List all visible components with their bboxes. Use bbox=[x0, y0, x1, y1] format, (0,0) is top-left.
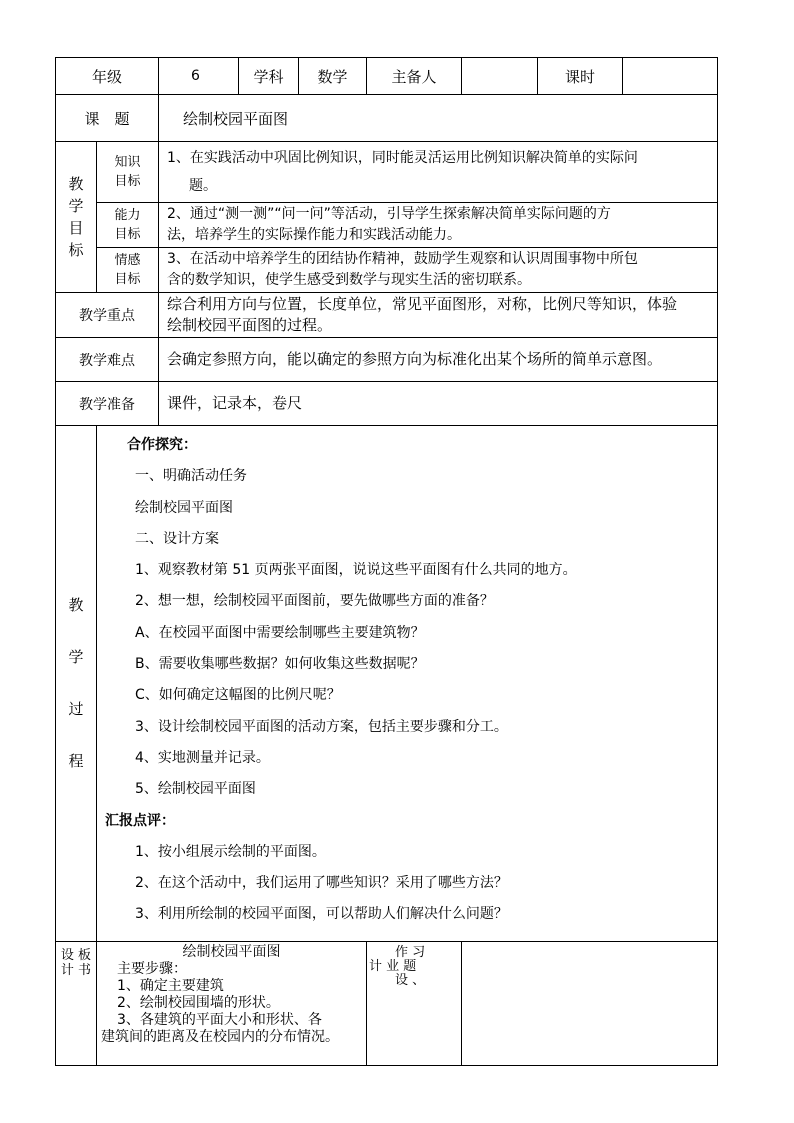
objective-text-knowledge: 1、在实践活动中巩固比例知识，同时能灵活运用比例知识解决简单的实际问 题。 bbox=[159, 142, 718, 203]
objective-label-knowledge: 知识 目标 bbox=[97, 142, 159, 203]
board-title: 绘制校园平面图 bbox=[182, 943, 281, 960]
objective-text-ability: 2、通过“测一测”“问一问”等活动，引导学生探索解决简单实际问题的方 法，培养学生的实际操作能力和实践活动能力。 bbox=[159, 203, 718, 248]
process-line: 1、观察教材第 51 页两张平面图，说说这些平面图有什么共同的地方。 bbox=[135, 562, 577, 579]
board-step: 建筑间的距离及在校园内的分布情况。 bbox=[101, 1028, 339, 1045]
grade-label: 年级 bbox=[56, 58, 159, 95]
board-steps-label: 主要步骤： bbox=[117, 960, 187, 977]
key-points-row bbox=[56, 293, 718, 338]
homework-value bbox=[462, 941, 718, 1065]
board-content bbox=[97, 941, 367, 1065]
lesson-plan-table bbox=[55, 57, 718, 1066]
key-points-label: 教学重点 bbox=[56, 293, 159, 338]
subject-label: 学科 bbox=[239, 58, 299, 95]
board-step: 2、绘制校园围墙的形状。 bbox=[117, 994, 280, 1011]
key-points-text: 综合利用方向与位置，长度单位，常见平面图形，对称，比例尺等知识，体验 绘制校园平面图的过程。 bbox=[159, 293, 718, 338]
topic-value: 绘制校园平面图 bbox=[159, 95, 718, 142]
process-line: 5、绘制校园平面图 bbox=[135, 781, 256, 798]
grade-value: 6 bbox=[159, 58, 239, 95]
homework-label: 作 习 计 业 题 设 、 bbox=[367, 941, 462, 1065]
preparation-row bbox=[56, 382, 718, 426]
subject-value: 数学 bbox=[299, 58, 367, 95]
process-label: 教 学 过 程 bbox=[56, 426, 97, 942]
topic-row bbox=[56, 95, 718, 142]
preparation-label: 教学准备 bbox=[56, 382, 159, 426]
process-line: 2、在这个活动中，我们运用了哪些知识？采用了哪些方法？ bbox=[135, 875, 508, 892]
board-row bbox=[56, 941, 718, 1065]
preparer-value bbox=[462, 58, 538, 95]
process-heading-report: 汇报点评： bbox=[105, 812, 175, 829]
period-value bbox=[623, 58, 718, 95]
objective-row-ability bbox=[56, 203, 718, 248]
difficulties-row bbox=[56, 338, 718, 382]
board-step: 1、确定主要建筑 bbox=[117, 977, 224, 994]
period-label: 课时 bbox=[538, 58, 623, 95]
objective-row-emotion bbox=[56, 248, 718, 293]
board-label: 设 板 计 书 bbox=[56, 941, 97, 1065]
objective-text-emotion: 3、在活动中培养学生的团结协作精神，鼓励学生观察和认识周围事物中所包 含的数学知识，使学生感受到数学与现实生活的密切联系。 bbox=[159, 248, 718, 293]
header-row bbox=[56, 58, 718, 95]
process-line: 二、设计方案 bbox=[135, 530, 219, 547]
process-line: 4、实地测量并记录。 bbox=[135, 749, 270, 766]
objective-label-emotion: 情感 目标 bbox=[97, 248, 159, 293]
process-heading-explore: 合作探究： bbox=[127, 437, 197, 453]
process-line: A、在校园平面图中需要绘制哪些主要建筑物？ bbox=[135, 624, 425, 641]
process-line: 1、按小组展示绘制的平面图。 bbox=[135, 843, 326, 860]
process-line: 绘制校园平面图 bbox=[135, 499, 233, 516]
process-line: 2、想一想，绘制校园平面图前，要先做哪些方面的准备？ bbox=[135, 593, 494, 610]
process-line: B、需要收集哪些数据？如何收集这些数据呢？ bbox=[135, 656, 425, 673]
process-content bbox=[97, 426, 718, 942]
difficulties-label: 教学难点 bbox=[56, 338, 159, 382]
process-row bbox=[56, 426, 718, 942]
process-line: 3、利用所绘制的校园平面图，可以帮助人们解决什么问题？ bbox=[135, 906, 508, 923]
process-line: 3、设计绘制校园平面图的活动方案，包括主要步骤和分工。 bbox=[135, 718, 508, 735]
board-step: 3、各建筑的平面大小和形状、各 bbox=[117, 1011, 322, 1028]
objectives-label: 教 学 目 标 bbox=[56, 142, 97, 293]
process-line: C、如何确定这幅图的比例尺呢？ bbox=[135, 687, 341, 704]
objective-label-ability: 能力 目标 bbox=[97, 203, 159, 248]
preparer-label: 主备人 bbox=[367, 58, 462, 95]
difficulties-text: 会确定参照方向，能以确定的参照方向为标准化出某个场所的简单示意图。 bbox=[159, 338, 718, 382]
process-line: 一、明确活动任务 bbox=[135, 468, 247, 485]
topic-label: 课 题 bbox=[56, 95, 159, 142]
preparation-text: 课件，记录本，卷尺 bbox=[159, 382, 718, 426]
objective-row-knowledge bbox=[56, 142, 718, 203]
